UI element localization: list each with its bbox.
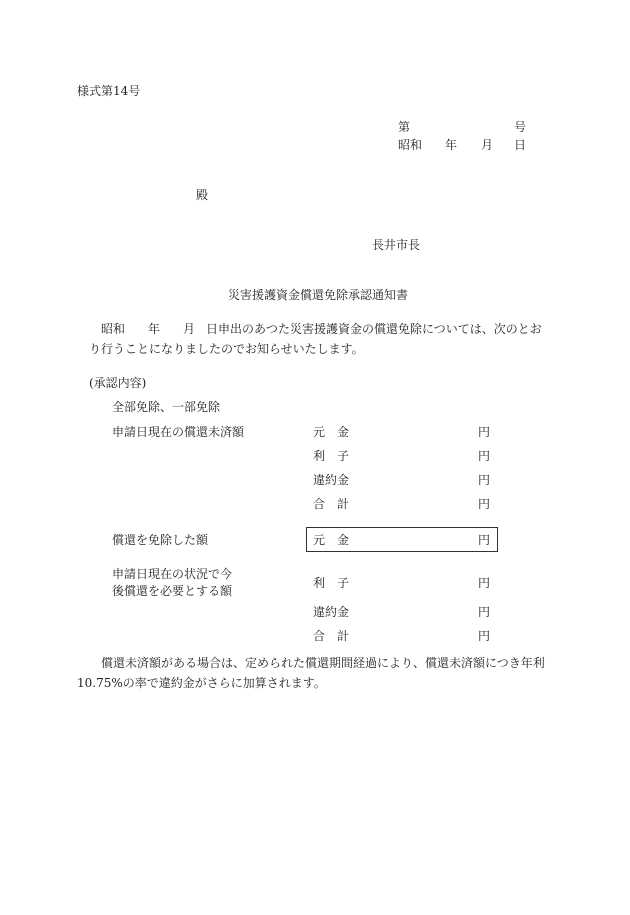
section3-total-label: 合 計	[313, 629, 350, 643]
section2-principal-unit: 円	[478, 533, 491, 547]
section3-interest-label: 利 子	[313, 576, 350, 590]
section1-interest-unit: 円	[478, 449, 491, 463]
document-number-suffix: 号	[514, 120, 527, 134]
intro-year: 年	[148, 322, 161, 336]
section2-principal-label: 元 金	[313, 533, 350, 547]
document-title: 災害援護資金償還免除承認通知書	[228, 288, 409, 302]
form-number: 様式第14号	[77, 84, 141, 98]
section1-total-unit: 円	[478, 497, 491, 511]
section2-label: 償還を免除した額	[112, 533, 209, 547]
intro-month: 月	[183, 322, 196, 336]
section3-penalty-label: 違約金	[313, 605, 350, 619]
section3-label-line2: 後償還を必要とする額	[112, 584, 233, 598]
intro-line1-text: 日申出のあつた災害援護資金の償還免除については、次のとお	[206, 322, 542, 336]
section1-interest-label: 利 子	[313, 449, 350, 463]
addressee-suffix: 殿	[196, 188, 209, 202]
section1-penalty-unit: 円	[478, 473, 491, 487]
approval-heading: (承認内容)	[89, 376, 147, 390]
section3-total-unit: 円	[478, 629, 491, 643]
section1-principal-label: 元 金	[313, 425, 350, 439]
section1-principal-unit: 円	[478, 425, 491, 439]
section1-total-label: 合 計	[313, 497, 350, 511]
date-year: 年	[445, 138, 458, 152]
section3-interest-unit: 円	[478, 576, 491, 590]
footer-note-line1: 償還未済額がある場合は、定められた償還期間経過により、償還未済額につき年利	[101, 656, 545, 670]
issuer-name: 長井市長	[372, 238, 421, 252]
date-era: 昭和	[398, 138, 423, 152]
date-month: 月	[481, 138, 494, 152]
intro-line2-text: り行うことになりましたのでお知らせいたします。	[89, 342, 364, 356]
section3-penalty-unit: 円	[478, 605, 491, 619]
intro-era: 昭和	[101, 322, 126, 336]
footer-note-line2: 10.75%の率で違約金がさらに加算されます。	[77, 676, 326, 690]
section1-label: 申請日現在の償還未済額	[112, 425, 245, 439]
section3-label-line1: 申請日現在の状況で今	[112, 567, 233, 581]
section1-penalty-label: 違約金	[313, 473, 350, 487]
approval-type: 全部免除、一部免除	[112, 400, 221, 414]
date-day: 日	[514, 138, 527, 152]
document-number-prefix: 第	[398, 120, 411, 134]
